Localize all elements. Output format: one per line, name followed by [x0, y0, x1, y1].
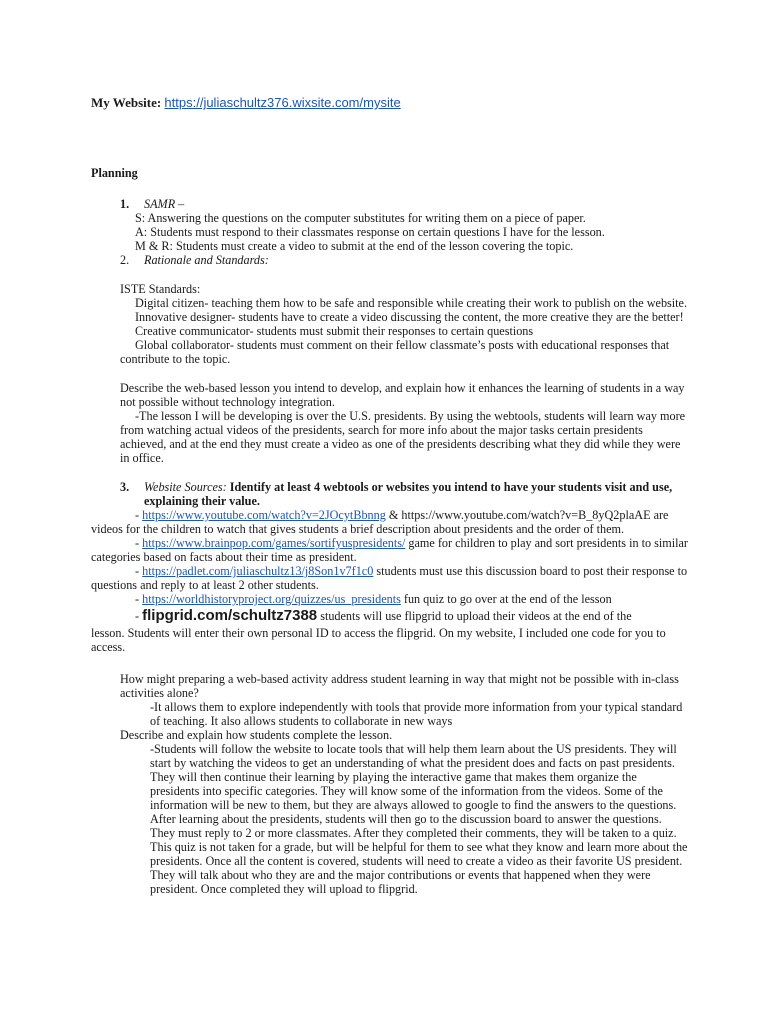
how-answer: -It allows them to explore independently with tools that provide more information from your typical standard [150, 700, 683, 714]
describe-answer: achieved, and at the end they must create a video as one of the presidents describing what they did while they were [120, 437, 681, 451]
website-label: My Website: [91, 95, 162, 110]
how-question: How might preparing a web-based activity address student learning in way that might not be possible with in-class [120, 672, 679, 686]
how-question: activities alone? [120, 686, 199, 700]
quiz-source-line [135, 592, 612, 606]
complete-answer: president. Once completed they will upload to flipgrid. [150, 882, 418, 896]
describe-answer: -The lesson I will be developing is over the U.S. presidents. By using the webtools, students will learn way more [135, 409, 686, 423]
youtube-source-line [135, 508, 668, 522]
quiz-desc: fun quiz to go over at the end of the lesson [400, 592, 612, 606]
youtube-desc: & https://www.youtube.com/watch?v=B_8yQ2plaAE are [385, 508, 669, 522]
complete-answer: start by watching the videos to get an understanding of what the president does and facts on past presidents. [150, 756, 675, 770]
rationale-title: Rationale and Standards: [144, 253, 269, 267]
youtube-desc-line: videos for the children to watch that gives students a brief description about presidents and the order of them. [91, 522, 625, 536]
how-answer: of teaching. It also allows students to collaborate in new ways [150, 714, 453, 728]
rationale-number: 2. [120, 253, 130, 267]
flipgrid-desc: students will use flipgrid to upload their videos at the end of the [317, 609, 632, 623]
iste-line: Innovative designer- students have to create a video discussing the content, the more creative they are the better! [135, 310, 684, 324]
padlet-source-line [135, 564, 687, 578]
describe-question: not possible without technology integration. [120, 395, 335, 409]
website-line [91, 96, 401, 110]
padlet-desc-line: questions and reply to at least 2 other students. [91, 578, 319, 592]
complete-answer: They will talk about who they are and the major contributions or events that happened when they were [150, 868, 651, 882]
sources-title: Website Sources: [144, 480, 227, 494]
describe-question: Describe the web-based lesson you intend to develop, and explain how it enhances the learning of students in a way [120, 381, 685, 395]
flipgrid-desc-line: access. [91, 640, 126, 654]
iste-line: contribute to the topic. [120, 352, 231, 366]
list-dash: - [135, 508, 140, 522]
complete-answer: After learning about the presidents, students will then go to the discussion board to answer the questions. [150, 812, 662, 826]
list-dash: - [135, 592, 140, 606]
samr-a-line: A: Students must respond to their classmates response on certain questions I have for the lesson. [135, 225, 605, 239]
sources-number: 3. [120, 480, 130, 494]
iste-line: Global collaborator- students must comment on their fellow classmate’s posts with educational responses that [135, 338, 670, 352]
complete-question: Describe and explain how students complete the lesson. [120, 728, 393, 742]
brainpop-desc: game for children to play and sort presidents in to similar [405, 536, 688, 550]
samr-mr-line: M & R: Students must create a video to submit at the end of the lesson covering the topic. [135, 239, 574, 253]
samr-title: SAMR – [144, 197, 185, 211]
sources-title-line [144, 480, 672, 494]
padlet-link[interactable]: https://padlet.com/juliaschultz13/j8Son1v7f1c0 [142, 564, 374, 578]
sources-instruction: explaining their value. [144, 494, 260, 508]
iste-line: Creative communicator- students must submit their responses to certain questions [135, 324, 534, 338]
list-dash: - [135, 609, 140, 623]
describe-answer: in office. [120, 451, 164, 465]
iste-line: Digital citizen- teaching them how to be safe and responsible while creating their work to publish on the website. [135, 296, 688, 310]
youtube-link[interactable]: https://www.youtube.com/watch?v=2JOcytBbnng [142, 508, 386, 522]
quiz-link[interactable]: https://worldhistoryproject.org/quizzes/us_presidents [142, 592, 401, 606]
planning-heading: Planning [91, 166, 138, 180]
complete-answer: They will then continue their learning by playing the interactive game that makes them organize the [150, 770, 637, 784]
brainpop-source-line [135, 536, 688, 550]
list-dash: - [135, 564, 140, 578]
flipgrid-code: flipgrid.com/schultz7388 [142, 607, 318, 624]
flipgrid-source-line [135, 609, 632, 623]
sources-instruction: Identify at least 4 webtools or websites you intend to have your students visit and use, [229, 480, 673, 494]
list-dash: - [135, 536, 140, 550]
brainpop-desc-line: categories based on facts about their time as president. [91, 550, 357, 564]
complete-answer: They must reply to 2 or more classmates. After they completed their comments, they will be taken to a quiz. [150, 826, 677, 840]
padlet-desc: students must use this discussion board to post their response to [373, 564, 688, 578]
describe-answer: from watching actual videos of the presidents, search for more info about the major tasks certain presidents [120, 423, 643, 437]
samr-s-line: S: Answering the questions on the computer substitutes for writing them on a piece of paper. [135, 211, 586, 225]
complete-answer: -Students will follow the website to locate tools that will help them learn about the US presidents. They will [150, 742, 677, 756]
brainpop-link[interactable]: https://www.brainpop.com/games/sortifyuspresidents/ [142, 536, 406, 550]
website-link[interactable]: https://juliaschultz376.wixsite.com/mysite [164, 95, 401, 110]
complete-answer: This quiz is not taken for a grade, but will be helpful for them to see what they know and learn more about the [150, 840, 688, 854]
iste-heading: ISTE Standards: [120, 282, 201, 296]
samr-number: 1. [120, 197, 130, 211]
complete-answer: presidents into specific categories. They will know some of the information from the videos. Some of the [150, 784, 663, 798]
flipgrid-desc-line: lesson. Students will enter their own personal ID to access the flipgrid. On my website, I included one code for you to [91, 626, 666, 640]
complete-answer: presidents. Once all the content is covered, students will need to create a video as their favorite US president. [150, 854, 683, 868]
complete-answer: information will be new to them, but they are always allowed to google to find the answers to the questions. [150, 798, 677, 812]
